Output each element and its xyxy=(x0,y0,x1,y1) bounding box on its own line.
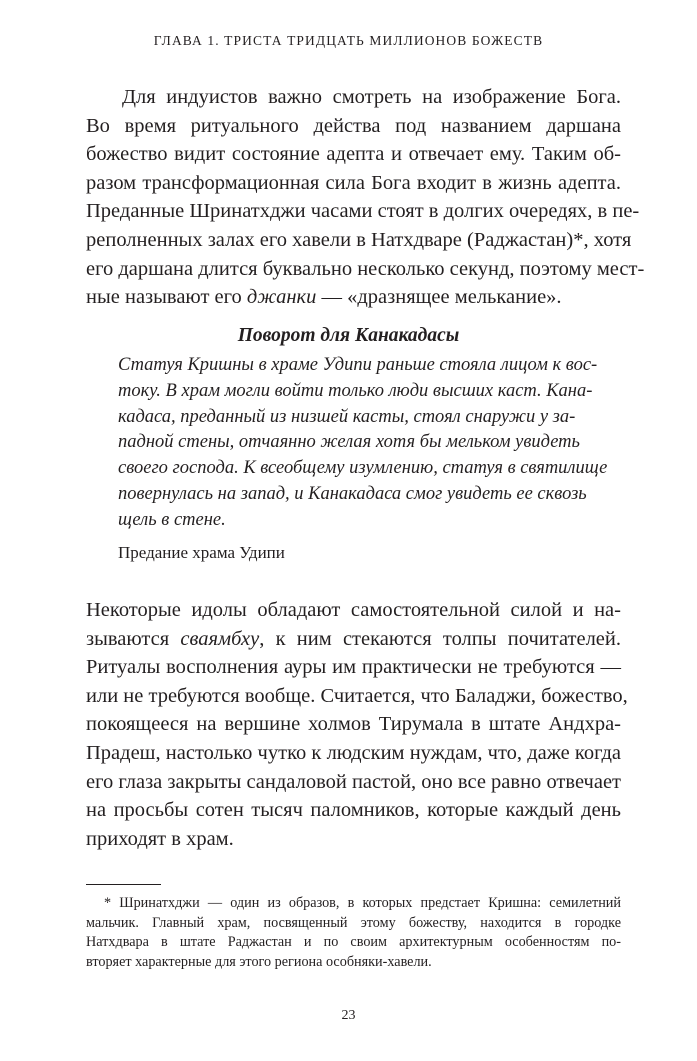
text-line: приходят в храм. xyxy=(86,827,234,850)
sidebar-line: своего господа. К всеобщему изумлению, статуя в святилище xyxy=(118,458,608,479)
text-line: или не требуются вообще. Считается, что Баладжи, божество, xyxy=(86,684,628,707)
text-run: зываются xyxy=(86,627,181,650)
sidebar-source: Предание храма Удипи xyxy=(118,543,285,562)
italic-term: сваямбху xyxy=(180,627,260,650)
italic-term: джанки xyxy=(246,286,317,309)
text-run: — «дразнящее мелькание». xyxy=(316,286,562,309)
footnote-line: * Шринатхджи — один из образов, в которых предстает Кришна: семилетний xyxy=(104,895,621,911)
sidebar-text xyxy=(118,353,608,534)
text-line: его даршана длится буквально несколько секунд, поэтому мест- xyxy=(86,257,645,280)
sidebar-title: Поворот для Канакадасы xyxy=(237,325,460,346)
body-paragraph-1 xyxy=(86,83,645,312)
sidebar-line: кадаса, преданный из низшей касты, стоял снаружи у за- xyxy=(118,406,576,427)
text-line: Ритуалы восполнения ауры им практически не требуются — xyxy=(86,656,621,679)
sidebar-line: падной стены, отчаянно желая хотя бы мельком увидеть xyxy=(118,432,580,453)
text-line: Преданные Шринатхджи часами стоят в долгих очередях, в пе- xyxy=(86,200,640,223)
page-number: 23 xyxy=(341,1008,356,1023)
sidebar-line: току. В храм могли войти только люди высших каст. Кана- xyxy=(118,380,593,401)
text-line: Прадеш, настолько чутко к людским нуждам, что, даже когда xyxy=(86,741,621,764)
text-line: покоящееся на вершине холмов Тирумала в штате Андхра- xyxy=(86,713,621,736)
footnote-rule xyxy=(86,884,161,885)
text-line: на просьбы сотен тысяч паломников, которые каждый день xyxy=(86,799,621,822)
footnote-line: Натхдвара в штате Раджастан и по своим архитектурным особенностям по- xyxy=(86,934,621,951)
text-line xyxy=(86,283,621,312)
sidebar-line: щель в стене. xyxy=(118,509,226,530)
text-line: Для индуистов важно смотреть на изображение Бога. xyxy=(122,86,621,108)
text-line: божество видит состояние адепта и отвечает ему. Таким об- xyxy=(86,143,621,166)
text-line: Некоторые идолы обладают самостоятельной силой и на- xyxy=(86,599,621,621)
text-line: разом трансформационная сила Бога входит в жизнь адепта. xyxy=(86,171,621,194)
body-paragraph-2 xyxy=(86,596,628,853)
footnote-line: мальчик. Главный храм, посвященный этому божеству, находится в городке xyxy=(86,914,621,931)
running-head: ГЛАВА 1. ТРИСТА ТРИДЦАТЬ МИЛЛИОНОВ БОЖЕСТВ xyxy=(153,33,544,48)
text-line: Во время ритуального действа под названием даршана xyxy=(86,114,621,137)
text-line xyxy=(86,625,621,654)
sidebar-line: повернулась на запад, и Канакадаса смог увидеть ее сквозь xyxy=(118,483,587,504)
text-run: , к ним стекаются толпы почитателей. xyxy=(259,627,621,650)
text-run: ные называют его xyxy=(86,286,247,309)
text-line: его глаза закрыты сандаловой пастой, оно все равно отвечает xyxy=(86,770,621,793)
footnote xyxy=(86,894,621,972)
footnote-line: вторяет характерные для этого региона особняки-хавели. xyxy=(86,953,432,970)
sidebar-line: Статуя Кришны в храме Удипи раньше стояла лицом к вос- xyxy=(118,355,598,375)
text-line: реполненных залах его хавели в Натхдваре (Раджастан)*, хотя xyxy=(86,228,632,251)
